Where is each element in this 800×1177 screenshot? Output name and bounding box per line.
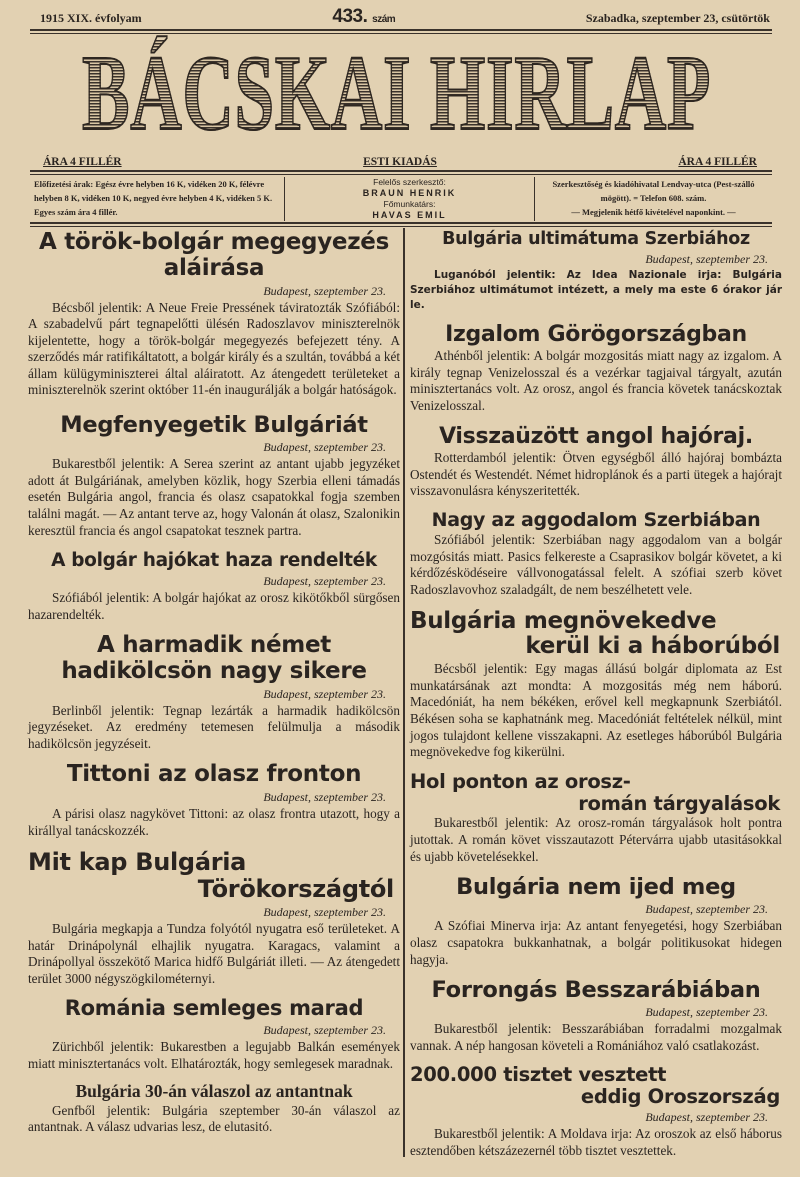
headline-line: hadikölcsön nagy sikere [61,657,367,684]
article-headline [28,762,400,788]
headline-line: Forrongás Besszarábiában [431,977,761,1004]
article-headline [28,413,400,438]
article-body: Szófiából jelentik: Szerbiában nagy aggodalom van a bolgár mozgósitás miatt. Pasics felkereste a Csaprasikov bolgár követet, a ki kérdőzésködéseire vállvonogatással felelt. A szófiai szerb követ Radoszlavovhoz szaladgált, de nem beszélhetett vele. [410,532,782,598]
headline-line: Visszaüzött angol hajóraj. [439,423,753,449]
article [410,978,782,1054]
publication-schedule: — Megjelenik hétfő kivételével naponkint. — [571,207,736,217]
article [28,997,400,1072]
headline-line: Bulgária 30-án válaszol az antantnak [75,1081,353,1102]
article-headline [410,609,782,661]
office-address: Szerkesztőség és kiadóhivatal Lendvay-utca (Pest-szálló mögött). = Telefon 608. szám. [552,179,755,203]
article-headline [410,425,782,450]
header-top-line [40,6,770,28]
article-body: Bukarestből jelentik: Az orosz-román tárgyalások holt pontra jutottak. A román követ visszautazott Pétervárra ujabb utasitásokkal és ujabb követelésekkel. [410,815,782,864]
article [410,425,782,500]
article-body: A Szófiai Minerva irja: Az antant fenyegetési, hogy Szerbiában olasz csapatokra bukkanhatnak, a bolgár politikusokat hidegen hagyja. [410,918,782,967]
dateline: Budapest, szeptember 23. [645,251,768,266]
masthead-title: BÁCSKAI HIRLAP [82,34,712,153]
article-body: Luganóból jelentik: Az Idea Nazionale irja: Bulgária Szerbiához ultimátumot intézett, a mely ma este 6 órakor jár le. [410,268,782,311]
article-headline [28,1082,400,1102]
headline-line: Megfenyegetik Bulgáriát [60,412,368,439]
headline-line: kerül ki a háborúból [525,633,780,660]
headline-line: román tárgyalások [578,791,780,815]
divider [30,170,772,175]
place-date: Szabadka, szeptember 23, csütörtök [585,11,770,25]
headline-line: A bolgár hajókat haza rendelték [51,550,377,572]
headline-line: aláirása [163,254,265,281]
price-left: ÁRA 4 FILLÉR [43,156,122,168]
editor-name: BRAUN HENRIK [362,188,457,198]
article-headline [410,323,782,348]
article [410,609,782,761]
article [28,413,400,539]
dateline: Budapest, szeptember 23. [263,686,386,701]
article [28,551,400,623]
article-body: Zürichből jelentik: Bukarestben a legujabb Balkán események miatt minisztertanács volt. Elhatározták, hogy semlegesek maradnak. [28,1038,400,1071]
coworker-label: Főmunkatárs: [383,199,436,209]
article-body: Bulgária megkapja a Tundza folyótól nyugatra eső területeket. A határ Drinápolynál elhajlik nyugatra. Karagacs, valamint a Drinápollyal összekötő Marica hidfő Bulgáriát illeti. — Az átengedett terület 3000 négyszögkilométernyi. [28,921,400,986]
volume: 1915 XIX. évfolyam [40,11,142,25]
column-divider [403,228,405,1157]
article [28,1082,400,1136]
right-column [410,230,782,1173]
article [28,633,400,752]
article-headline [28,849,400,903]
issue-label: szám [372,14,396,25]
headline-line: Bulgária nem ijed meg [456,874,736,901]
article-headline [28,230,400,282]
issue [332,6,395,28]
info-box [30,177,772,221]
article-body: A párisi olasz nagykövet Tittoni: az olasz frontra utazott, hogy a királlyal tanácskozzék. [28,806,400,838]
article-headline [410,230,782,250]
headline-line: A török-bolgár megegyezés [39,229,389,255]
headline-line: eddig Oroszország [580,1085,780,1109]
headline-line: Nagy az aggodalom Szerbiában [431,509,761,531]
article [28,230,400,399]
left-column [28,230,400,1173]
article-headline [28,633,400,685]
coworker-name: HAVAS EMIL [372,210,447,220]
dateline: Budapest, szeptember 23. [645,1110,768,1125]
price-row [43,156,757,169]
dateline: Budapest, szeptember 23. [645,1005,768,1020]
article-headline [410,510,782,531]
dateline: Budapest, szeptember 23. [263,440,386,455]
headline-line: Bulgária ultimátuma Szerbiához [442,229,750,249]
dateline: Budapest, szeptember 23. [263,790,386,805]
article-headline [410,771,782,815]
article-body: Bécsből jelentik: A Neue Freie Pressének táviratozták Szófiából: A szabadelvű párt tegnapelőtti ülésén Radoszlavov miniszterelnök kijelentette, hogy a török-bolgár megegyezés befejezett tény. A szerződés már ratifikáltatott, a bolgár király és a szultán, továbbá a két állam külügyminiszterei által aláiratott. Az átengedett területeket a miniszterelnök szerint október 11-én inaugurálják a bolgár hatóságok. [28,299,400,398]
article-body: Bukarestből jelentik: A Serea szerint az antant ujabb jegyzéket adott át Bulgáriának, amelyben közlik, hogy Szerbia elleni támadás esetén Bulgária angol, francia és olasz csapatokkal fogja szemben találni magát. — Az antant terve az, hogy Valonán át olasz, Szalonikin keresztül francia és angol csapatokat tesznek partra. [28,456,400,538]
dateline: Budapest, szeptember 23. [263,905,386,920]
article-headline [410,875,782,900]
price-right: ÁRA 4 FILLÉR [678,156,757,168]
issue-number: 433. [332,6,368,27]
dateline: Budapest, szeptember 23. [263,283,386,298]
article [410,771,782,865]
article [410,875,782,968]
headline-line: A harmadik német [97,632,331,659]
edition: ESTI KIADÁS [363,156,437,168]
article [410,323,782,415]
article-body: Genfből jelentik: Bulgária szeptember 30-án válaszol az antantnak. A válasz udvarias lesz, de elutasitó. [28,1102,400,1135]
article-body: Athénből jelentik: A bolgár mozgositás miatt nagy az izgalom. A király tegnap Venizelosszal és a vezérkar tagjaival tárgyalt, azután minisztertanács volt. Az orosz, angol és francia követek tanácskoztak Venizelosszal. [410,348,782,413]
article-body: Bukarestből jelentik: Besszarábiában forradalmi mozgalmak vannak. A nép hangosan követeli a Romániához való csatlakozást. [410,1021,782,1053]
dateline: Budapest, szeptember 23. [645,902,768,917]
dateline: Budapest, szeptember 23. [263,573,386,588]
article-body: Berlinből jelentik: Tegnap lezárták a harmadik hadikölcsön jegyzéseket. Az eredmény tetemesen felülmulja a második hadikölcsön jegyzéseit. [28,702,400,751]
headline-line: Tittoni az olasz fronton [66,761,362,788]
article-body: Rotterdamból jelentik: Ötven egységből álló hajóraj bombázta Ostendét és Westendét. Német hidroplánok és a parti ütegek a hajórajt visszavonulásra kényszeritették. [410,450,782,499]
divider [30,222,772,227]
headline-line: Hol ponton az orosz- [410,769,631,793]
article-body: Bukarestből jelentik: A Moldava irja: Az oroszok az első háborus esztendőben kétszázezernél több tisztet vesztettek. [410,1126,782,1158]
dateline: Budapest, szeptember 23. [263,1022,386,1037]
subscription-info: Előfizetési árak: Egész évre helyben 16 K, vidéken 20 K, félévre helyben 8 K, vidéken 10 K, negyed évre helyben 4 K, vidéken 5 K. Egyes szám ára 4 fillér. [30,177,285,221]
article-body: Szófiából jelentik: A bolgár hajókat az orosz kikötőkből sürgősen hazarendelték. [28,589,400,622]
article-headline [410,1064,782,1108]
office-info [535,177,772,221]
article-body: Bécsből jelentik: Egy magas állású bolgár diplomata az Est munkatársának azt mondta: A mozgositás még nem háború. Macedóniát, ha nem békéken, erővel kell megkapnunk Szerbiától. Békésen soha se kaphatnánk meg. Macedóniát feltételek nélkül, mint jogos tulajdont kellene visszakapni. Az esetleges háborúból Bulgária megnövekedve fog kikerülni. [410,661,782,760]
headline-line: Izgalom Görögországban [445,321,747,347]
article-headline [410,978,782,1003]
editor-label: Felelős szerkesztő: [373,177,446,187]
headline-line: Románia semleges marad [64,996,364,1021]
headline-line: 200.000 tisztet vesztett [410,1063,667,1087]
editors-info [285,177,535,221]
article-headline [28,997,400,1021]
article [28,762,400,839]
headline-line: Törökországtól [197,875,394,904]
article [410,230,782,313]
article-headline [28,551,400,572]
headline-line: Mit kap Bulgária [28,848,247,877]
masthead [82,34,752,153]
article [410,510,782,599]
headline-line: Bulgária megnövekedve [410,607,717,634]
article [28,849,400,987]
article [410,1064,782,1159]
